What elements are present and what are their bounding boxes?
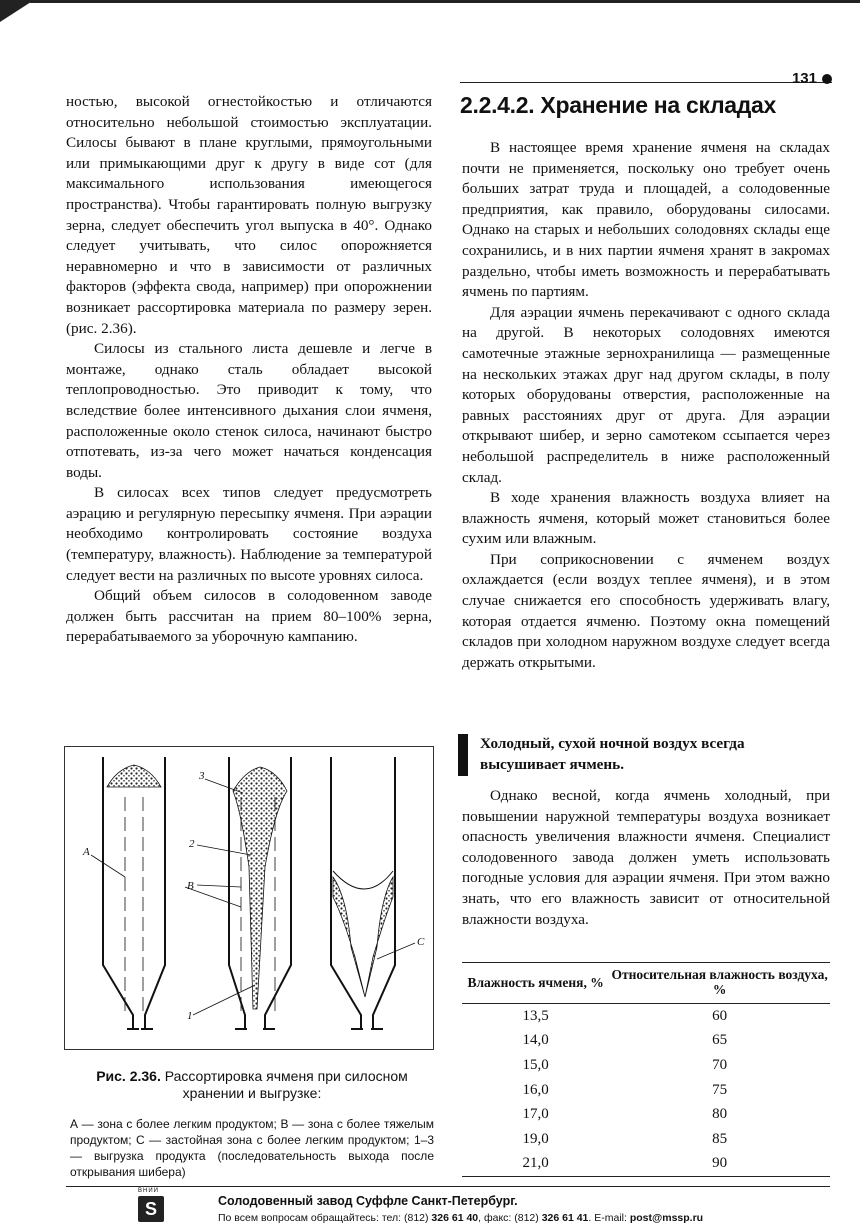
- silo-right: [331, 757, 415, 1029]
- silo-left: [91, 757, 165, 1029]
- label-3: 3: [199, 770, 205, 782]
- table-cell: 75: [712, 1081, 728, 1098]
- footer-mark: ВНИИ: [138, 1188, 159, 1194]
- table-cell: 80: [712, 1106, 728, 1123]
- page-number-bullet-icon: [822, 74, 832, 84]
- table-row: [462, 1102, 830, 1127]
- table-header-row: [462, 963, 830, 1004]
- label-b: B: [187, 880, 194, 892]
- table-header-col1: Влажность ячменя, %: [462, 963, 609, 1004]
- figure-caption-text: Рассортировка ячменя при силосном хранении и выгрузке:: [164, 1068, 408, 1101]
- footer-company: Солодовенный завод Суффле Санкт-Петербург.: [218, 1194, 518, 1208]
- footer-fax-prefix: , факс: (812): [478, 1212, 542, 1224]
- table-cell: 60: [712, 1007, 728, 1024]
- left-column: [66, 92, 432, 648]
- right-paragraph-4: При соприкосновении с ячменем воздух охлаждается (если воздух теплее ячменя), и в этом случае снижается его способность удерживать влагу, которая отдается ячменю. Поэтому окна помещений складов при холодном наружном воздухе следует всегда держать открытыми.: [462, 550, 830, 671]
- footer-contacts-prefix: По всем вопросам обращайтесь: тел: (812): [218, 1212, 432, 1224]
- page-corner-mark: [0, 0, 34, 22]
- top-rule: [30, 0, 860, 3]
- page-number-text: 131: [791, 70, 817, 87]
- table-cell: 14,0: [522, 1032, 549, 1049]
- footer-rule: [66, 1186, 830, 1187]
- silo-diagram: [65, 747, 433, 1049]
- label-c: C: [417, 936, 425, 948]
- table-cell: 16,0: [522, 1081, 549, 1098]
- after-callout-paragraph: Однако весной, когда ячмень холодный, при повышении наружной температуры воздуха возникает опасность увеличения влажности ячменя. Специалист солодовенного завода должен уметь использовать погодные условия для аэрации ячменя. При этом важно знать, что его влажность зависит от относительной влажности воздуха.: [462, 787, 830, 928]
- silo-middle: [185, 757, 291, 1029]
- figure-caption-prefix: Рис. 2.36.: [96, 1068, 161, 1084]
- label-a: A: [83, 846, 90, 858]
- left-paragraph-4: Общий объем силосов в солодовенном заводе должен быть рассчитан на прием 80–100% зерна, перерабатываемого за уборочную кампанию.: [66, 587, 432, 646]
- figure-legend: А — зона с более легким продуктом; В — зона с более тяжелым продуктом; С — застойная зона с более легким продуктом; 1–3 — выгрузка продукта (последовательность выхода после открывания шибера): [70, 1117, 434, 1179]
- table-cell: 19,0: [522, 1130, 549, 1147]
- silo-figure: [64, 746, 434, 1050]
- table-cell: 85: [712, 1130, 728, 1147]
- footer-email-prefix: . E-mail:: [588, 1212, 630, 1224]
- table-row: [462, 1152, 830, 1177]
- figure-caption: [70, 1068, 434, 1102]
- after-callout-text: [462, 786, 830, 930]
- left-paragraph-1: ностью, высокой огнестойкостью и отличаются относительно небольшой стоимостью эксплуатации. Силосы бывают в плане круглыми, прямоугольными или примыкающими друг к другу в виде сот (для максимального использования имеющегося пространства). Чтобы гарантировать полную выгрузку зерна, следует обеспечить угол выпуска в 40°. Однако следует учитывать, что силос опорожняется неравномерно и что в зависимости от различных факторов (эффекта свода, например) при опорожнении возникает рассортировка материала по размеру зерен. (рис. 2.36).: [66, 93, 432, 337]
- footer-logo-icon: S: [138, 1196, 164, 1222]
- right-paragraph-1: В настоящее время хранение ячменя на складах почти не применяется, поскольку оно требует очень больших затрат труда и площадей, а солодовенные предприятия, как правило, оборудованы силосами. Однако на старых и небольших солодовнях склады еще сохранились, и в них партии ячменя хранят в закромах раздельно, чтобы иметь возможность и перерабатывать ячмень по партиям.: [462, 139, 830, 301]
- table-row: [462, 1004, 830, 1029]
- table-cell: 21,0: [462, 1152, 609, 1177]
- table-row: [462, 1029, 830, 1054]
- callout-text: Холодный, сухой ночной воздух всегда высушивает ячмень.: [480, 735, 745, 773]
- table-cell: 65: [712, 1032, 728, 1049]
- callout-bar: [458, 734, 468, 776]
- right-paragraph-3: В ходе хранения влажность воздуха влияет на влажность ячменя, который может становиться более сухим или влажным.: [462, 489, 830, 548]
- left-paragraph-3: В силосах всех типов следует предусмотреть аэрацию и регулярную пересыпку ячменя. При аэрации необходимо контролировать состояние воздуха (температуру, влажность). Наблюдение за температурой следует вести на различных по высоте уровнях силоса.: [66, 484, 432, 584]
- table-header-col2: Относительная влажность воздуха, %: [609, 963, 830, 1004]
- footer-phone: 326 61 40: [431, 1212, 479, 1224]
- label-2: 2: [189, 838, 195, 850]
- footer-email: post@mssp.ru: [629, 1212, 704, 1224]
- table-row: [462, 1053, 830, 1078]
- right-paragraph-2: Для аэрации ячмень перекачивают с одного склада на другой. В некоторых солодовнях имеются самотечные этажные зернохранилища — размещенные на нескольких этажах друг над другом склады, в полу которых оборудованы отверстия, расположенные на равных расстояниях друг от друга. Для аэрации открывают шибер, и зерно самотеком ссыпается через небольшой распределитель в ниже расположенный склад.: [462, 303, 830, 486]
- table-cell: 70: [712, 1056, 728, 1073]
- left-paragraph-2: Силосы из стального листа дешевле и легче в монтаже, однако сталь обладает высокой теплопроводностью. Это приводит к тому, что вследствие более интенсивного дыхания слои ячменя, расположенные около стенок силоса, начинают быстро отпотевать, из-за чего может начаться конденсация воды.: [66, 340, 432, 481]
- table-cell: 15,0: [522, 1056, 549, 1073]
- table-row: [462, 1078, 830, 1103]
- label-1: 1: [187, 1010, 193, 1022]
- page-number: [792, 70, 832, 87]
- table-cell: 90: [609, 1152, 830, 1177]
- section-heading: 2.2.4.2. Хранение на складах: [460, 92, 777, 118]
- footer-fax: 326 61 41: [541, 1212, 589, 1224]
- table-row: [462, 1127, 830, 1152]
- page-header-rule: [460, 82, 832, 83]
- footer-contacts: [218, 1212, 703, 1224]
- table-cell: 13,5: [522, 1007, 549, 1024]
- right-column: [462, 138, 830, 673]
- humidity-table: [462, 962, 830, 1177]
- callout-box: [458, 734, 830, 776]
- table-cell: 17,0: [522, 1106, 549, 1123]
